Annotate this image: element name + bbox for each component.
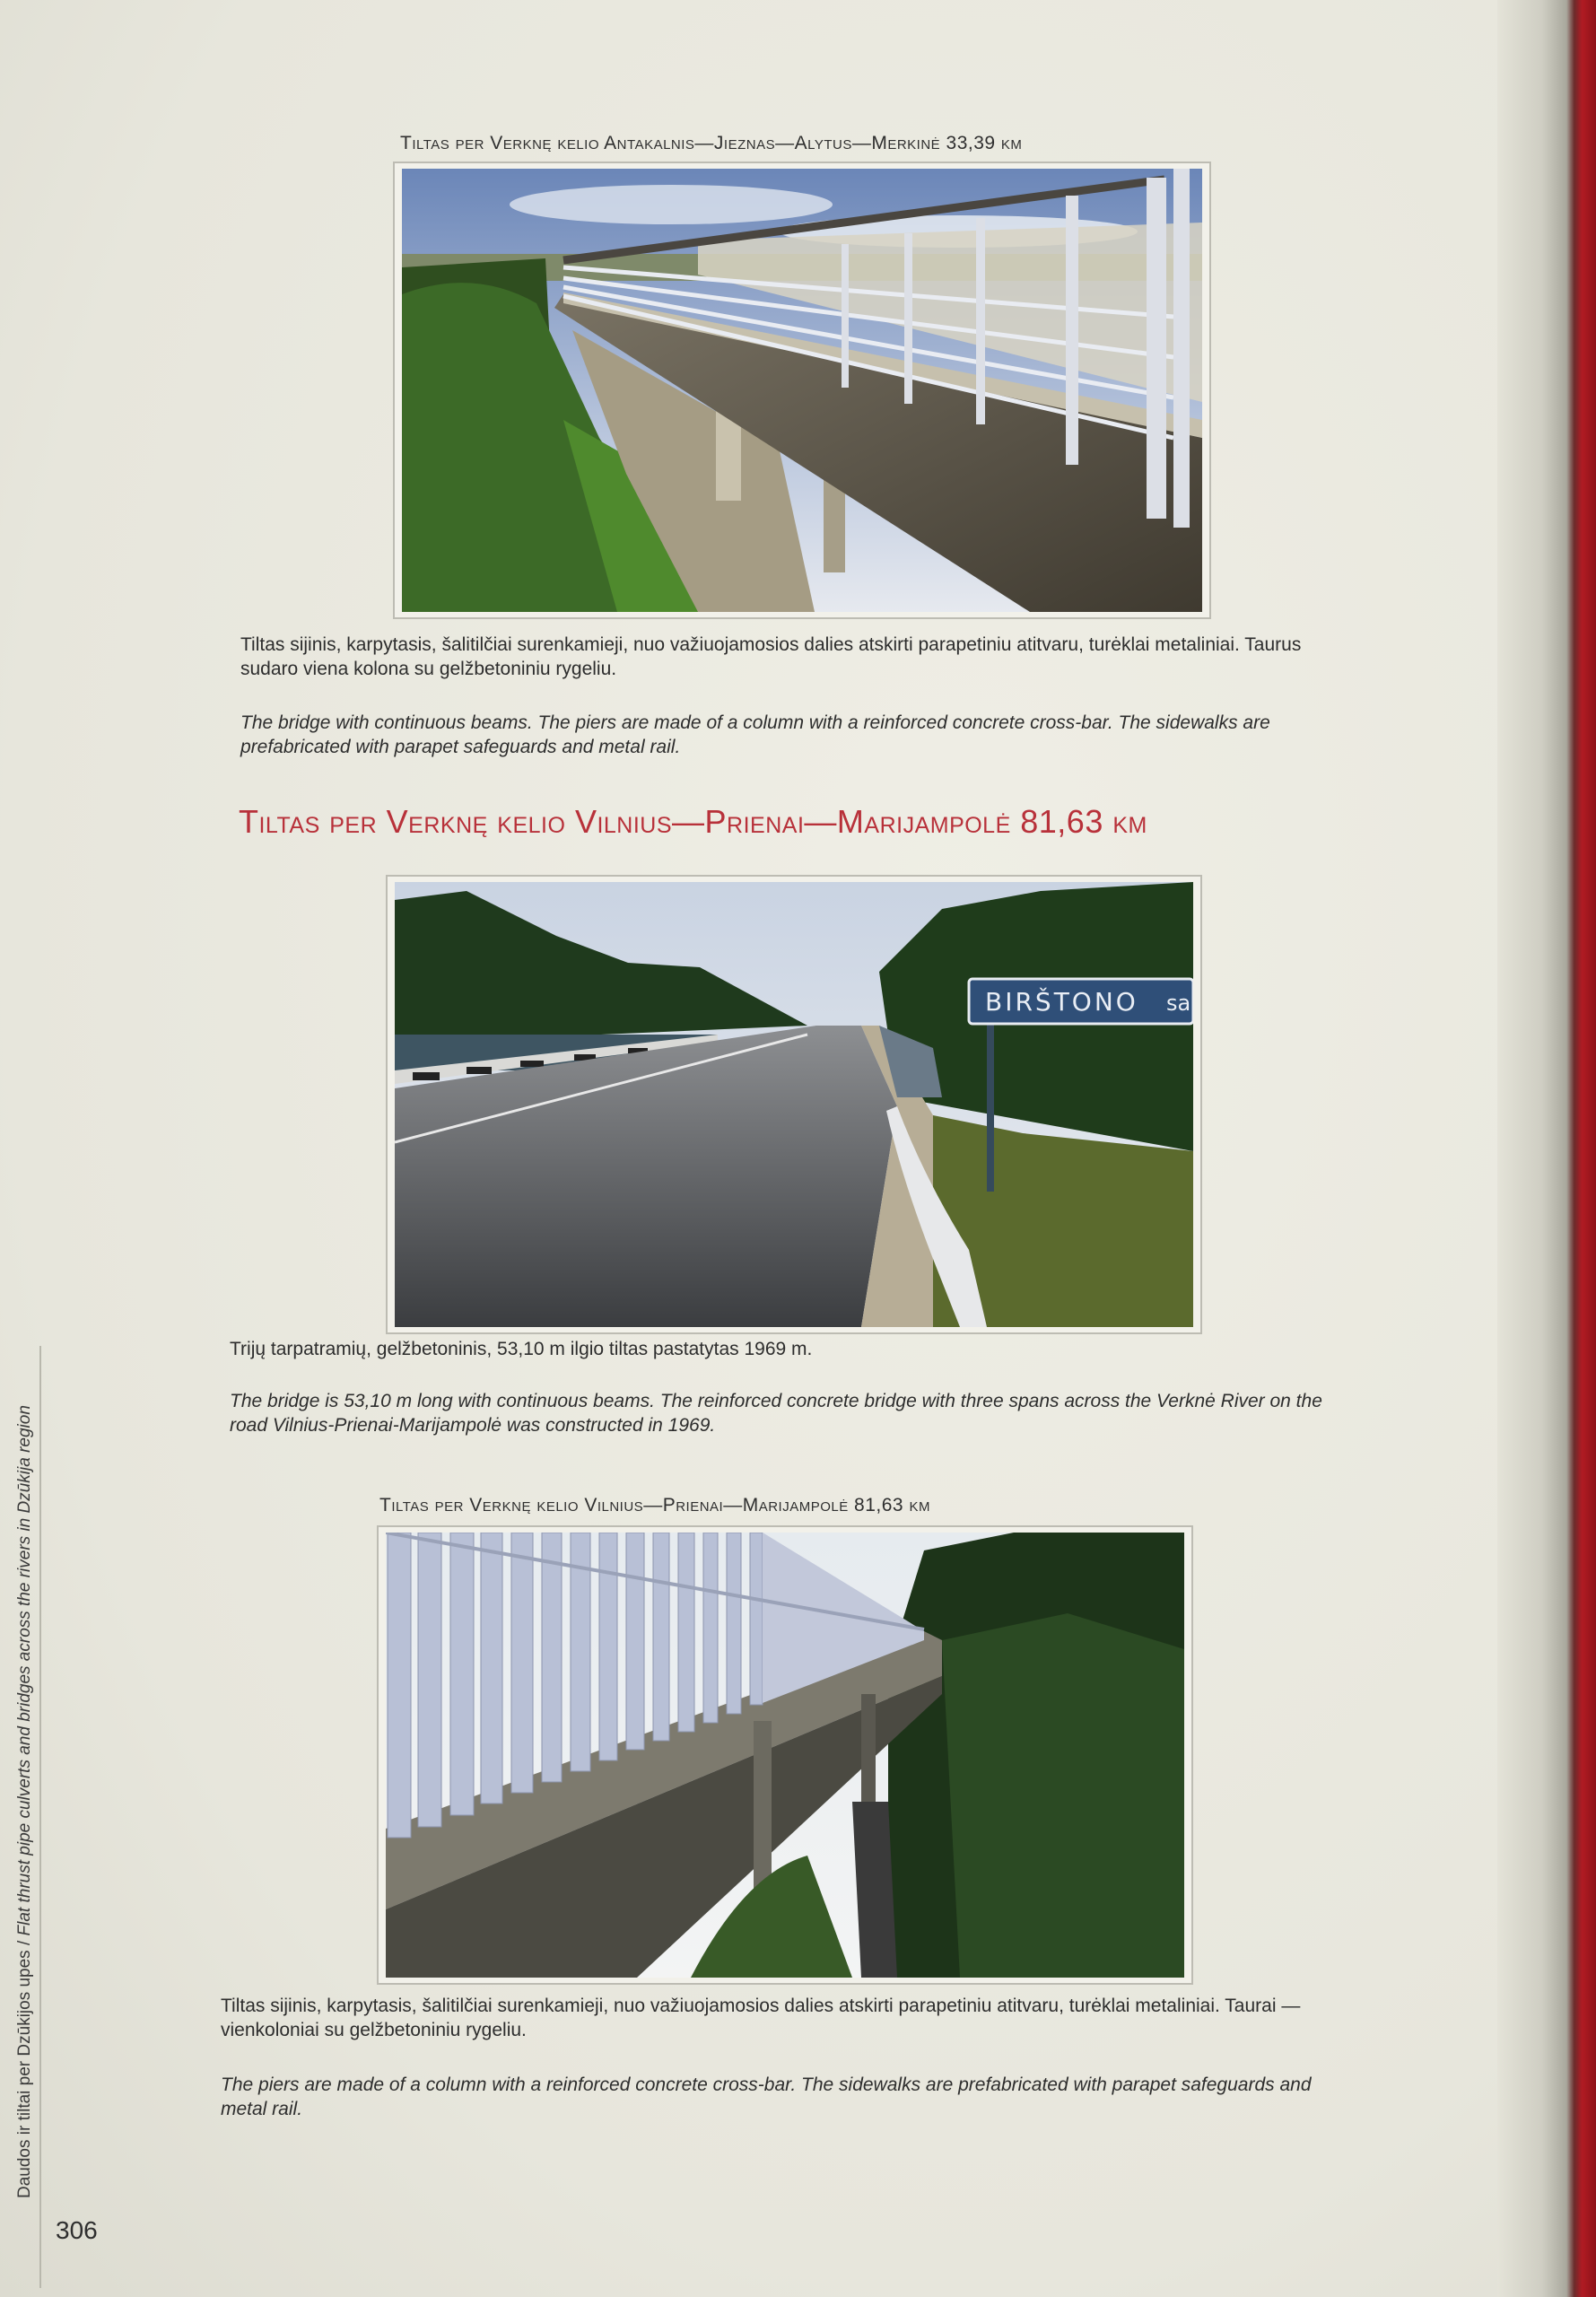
section2-title: Tiltas per Verknę kelio Vilnius—Prienai—Marijampolė 81,63 km xyxy=(239,803,1147,840)
sign-text-cut: sa xyxy=(1166,991,1191,1016)
book-gutter xyxy=(1497,0,1596,2297)
running-head-lt: Daudos ir tiltai per Dzūkijos upes xyxy=(15,1950,34,2198)
photo1-bridge-railing xyxy=(402,169,1202,612)
section1-text-lt: Tiltas sijinis, karpytasis, šalitilčiai surenkamieji, nuo važiuojamosios dalies atskirti parapetiniu atitvaru, turėklai metaliniai. Taurus sudaro viena kolona su gelžbetoniniu rygeliu. xyxy=(240,634,1302,679)
section1-text-en: The bridge with continuous beams. The piers are made of a column with a reinforced concrete cross-bar. The sidewalks are prefabricated with parapet safeguards and metal rail. xyxy=(240,712,1270,757)
running-head xyxy=(7,1301,43,2198)
sign-text: BIRŠTONO xyxy=(985,987,1138,1017)
running-head-separator: / xyxy=(15,1935,34,1951)
photo3-caption: Tiltas per Verknę kelio Vilnius—Prienai—Marijampolė 81,63 km xyxy=(379,1495,930,1515)
page-number: 306 xyxy=(56,2216,98,2244)
photo3-bridge-side xyxy=(386,1533,1184,1978)
running-head-en: Flat thrust pipe culverts and bridges across the rivers in Dzūkija region xyxy=(15,1405,34,1936)
section3-text-en: The piers are made of a column with a reinforced concrete cross-bar. The sidewalks are prefabricated with parapet safeguards and metal rail. xyxy=(221,2074,1312,2119)
section2-text-lt: Trijų tarpatramių, gelžbetoninis, 53,10 m ilgio tiltas pastatytas 1969 m. xyxy=(230,1339,813,1359)
photo2-road-bridge xyxy=(395,882,1193,1327)
photo1-caption: Tiltas per Verknę kelio Antakalnis—Jieznas—Alytus—Merkinė 33,39 km xyxy=(400,133,1023,153)
section3-text-lt: Tiltas sijinis, karpytasis, šalitilčiai surenkamieji, nuo važiuojamosios dalies atskirti parapetiniu atitvaru, turėklai metaliniai. Taurai — vienkoloniai su gelžbetoniniu rygeliu. xyxy=(221,1996,1301,2040)
section2-text-en: The bridge is 53,10 m long with continuous beams. The reinforced concrete bridge with three spans across the Verknė River on the road Vilnius-Prienai-Marijampolė was constructed in 1969. xyxy=(230,1391,1322,1436)
